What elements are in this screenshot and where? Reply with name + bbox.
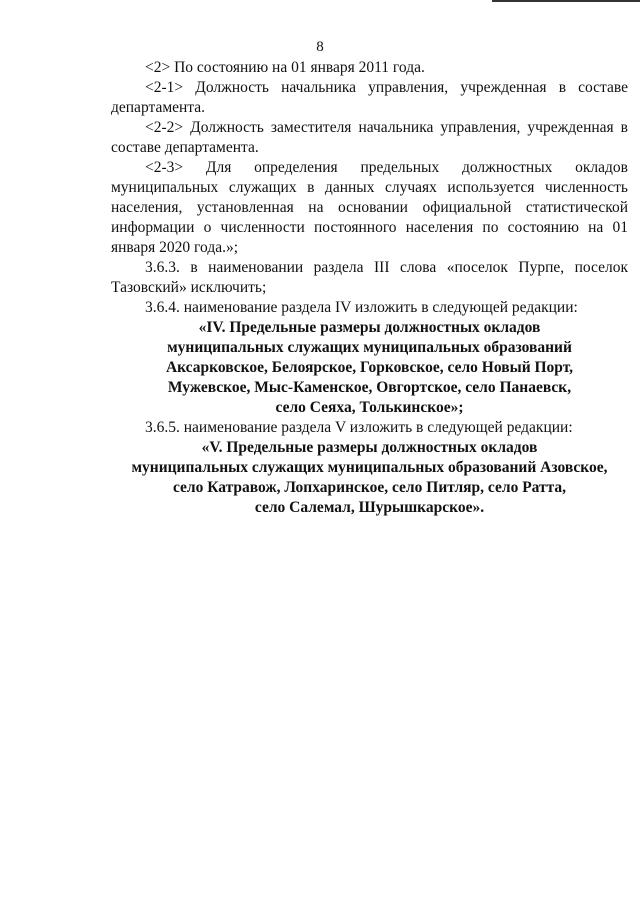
section-iv-heading-line: «IV. Предельные размеры должностных окладов bbox=[198, 319, 541, 336]
amendment-3-6-5: 3.6.5. наименование раздела V изложить в следующей редакции: bbox=[145, 419, 573, 436]
document-body bbox=[111, 58, 628, 518]
footnote-2-2: <2-2> Должность заместителя начальника управления, учрежденная в составе департамента. bbox=[111, 119, 628, 156]
section-v-heading-line: муниципальных служащих муниципальных образований Азовское, bbox=[131, 459, 608, 476]
section-v-heading-line: село Катравож, Лопхаринское, село Питляр, село Ратта, bbox=[172, 479, 567, 496]
section-iv-heading bbox=[111, 318, 628, 418]
section-iv-heading-line: муниципальных служащих муниципальных образований bbox=[167, 339, 572, 356]
amendment-3-6-4: 3.6.4. наименование раздела IV изложить в следующей редакции: bbox=[145, 299, 578, 316]
section-iv-heading-line: Мужевское, Мыс-Каменское, Овгортское, село Панаевск, bbox=[167, 379, 572, 396]
section-v-heading bbox=[111, 438, 628, 518]
section-iv-heading-line: Аксарковское, Белоярское, Горковское, село Новый Порт, bbox=[165, 359, 574, 376]
footnote-2-3: <2-3> Для определения предельных должностных окладов муниципальных служащих в данных случаях используется численность населения, установленная на основании официальной статистической информации о численности постоянного населения по состоянию на 01 января 2020 года.»; bbox=[111, 159, 628, 256]
top-border-line bbox=[492, 0, 640, 2]
footnote-2: <2> По состоянию на 01 января 2011 года. bbox=[145, 59, 425, 76]
section-v-heading-line: «V. Предельные размеры должностных окладов bbox=[201, 439, 538, 456]
section-v-heading-line: село Салемал, Шурышкарское». bbox=[254, 499, 485, 516]
section-iv-heading-line: село Сеяха, Толькинское»; bbox=[275, 399, 464, 416]
footnote-2-1: <2-1> Должность начальника управления, учрежденная в составе департамента. bbox=[111, 79, 628, 116]
page-number: 8 bbox=[316, 39, 324, 55]
amendment-3-6-3: 3.6.3. в наименовании раздела III слова «поселок Пурпе, поселок Тазовский» исключить; bbox=[111, 259, 628, 296]
